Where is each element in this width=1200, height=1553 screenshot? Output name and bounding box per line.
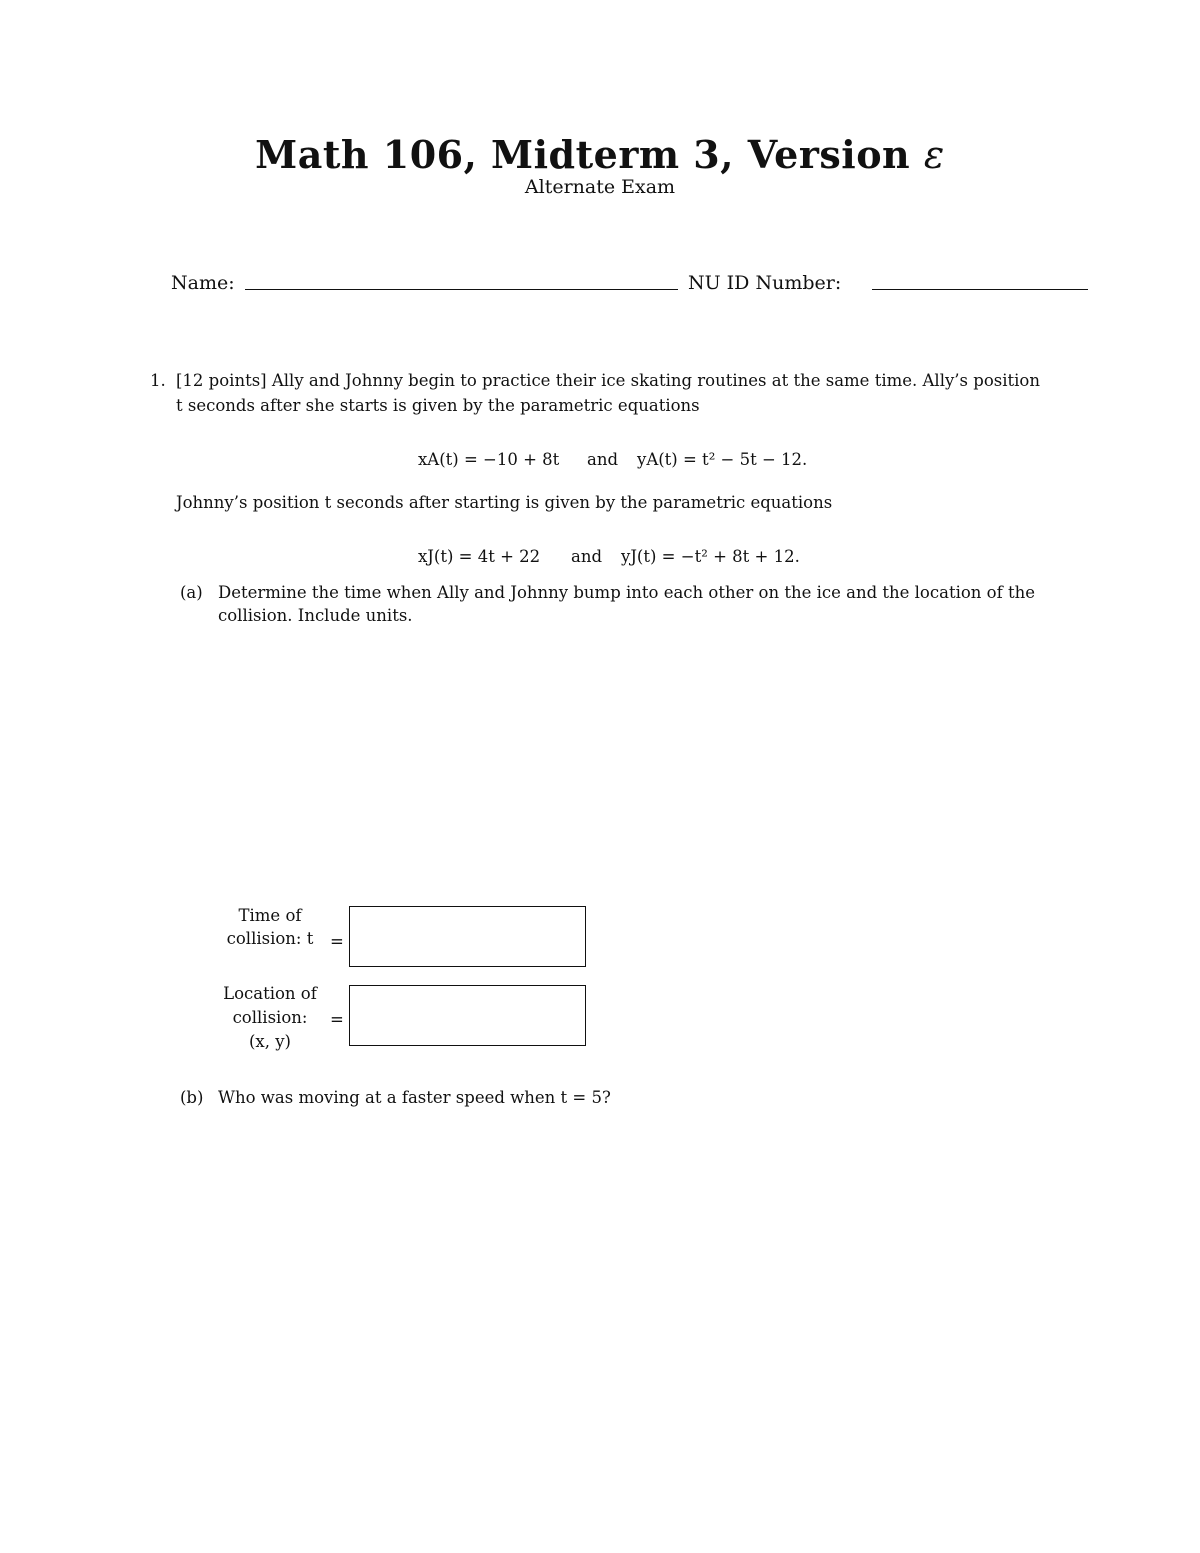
name-label: Name:: [171, 272, 235, 294]
problem-intro-line2-text: t seconds after she starts is given by the parametric equations: [176, 396, 700, 415]
ally-equation-x: xA(t) = −10 + 8t: [418, 450, 560, 469]
time-answer-label-line1: Time of: [238, 906, 302, 925]
exam-title-text: Math 106, Midterm 3, Version: [255, 132, 911, 177]
problem-intro-line1: [12 points] Ally and Johnny begin to practice their ice skating routines at the same time. Ally’s position: [176, 371, 1040, 390]
time-answer-label-line2: collision: t: [226, 929, 314, 948]
id-label: NU ID Number:: [688, 272, 842, 294]
part-b-text: Who was moving at a faster speed when t = 5?: [218, 1088, 611, 1107]
problem-number: 1.: [150, 371, 166, 390]
part-a-line2: collision. Include units.: [218, 606, 413, 625]
johnny-equation-y: yJ(t) = −t² + 8t + 12.: [621, 547, 800, 566]
location-answer-label-line1: Location of: [223, 984, 317, 1003]
location-answer-label-line2: collision:: [232, 1008, 308, 1027]
time-answer-equals: =: [330, 932, 344, 951]
exam-subtitle: Alternate Exam: [524, 176, 676, 198]
id-field-line[interactable]: [872, 289, 1088, 290]
part-b-label: (b): [180, 1088, 204, 1107]
part-a-label: (a): [180, 583, 203, 602]
johnny-equation-and: and: [571, 547, 603, 566]
location-answer-label-line3: (x, y): [249, 1032, 291, 1051]
location-answer-equals: =: [330, 1010, 344, 1029]
johnny-intro: Johnny’s position t seconds after starting is given by the parametric equations: [176, 493, 833, 512]
name-field-line[interactable]: [245, 289, 678, 290]
version-symbol: ε: [923, 133, 945, 177]
johnny-equation-x: xJ(t) = 4t + 22: [418, 547, 541, 566]
exam-title: [0, 132, 1200, 177]
ally-equation-y: yA(t) = t² − 5t − 12.: [637, 450, 808, 469]
time-answer-box[interactable]: [349, 906, 586, 967]
ally-equation-and: and: [587, 450, 619, 469]
problem-intro-line2: [176, 396, 700, 415]
location-answer-box[interactable]: [349, 985, 586, 1046]
part-a-line1: Determine the time when Ally and Johnny bump into each other on the ice and the location of the: [218, 583, 1035, 602]
